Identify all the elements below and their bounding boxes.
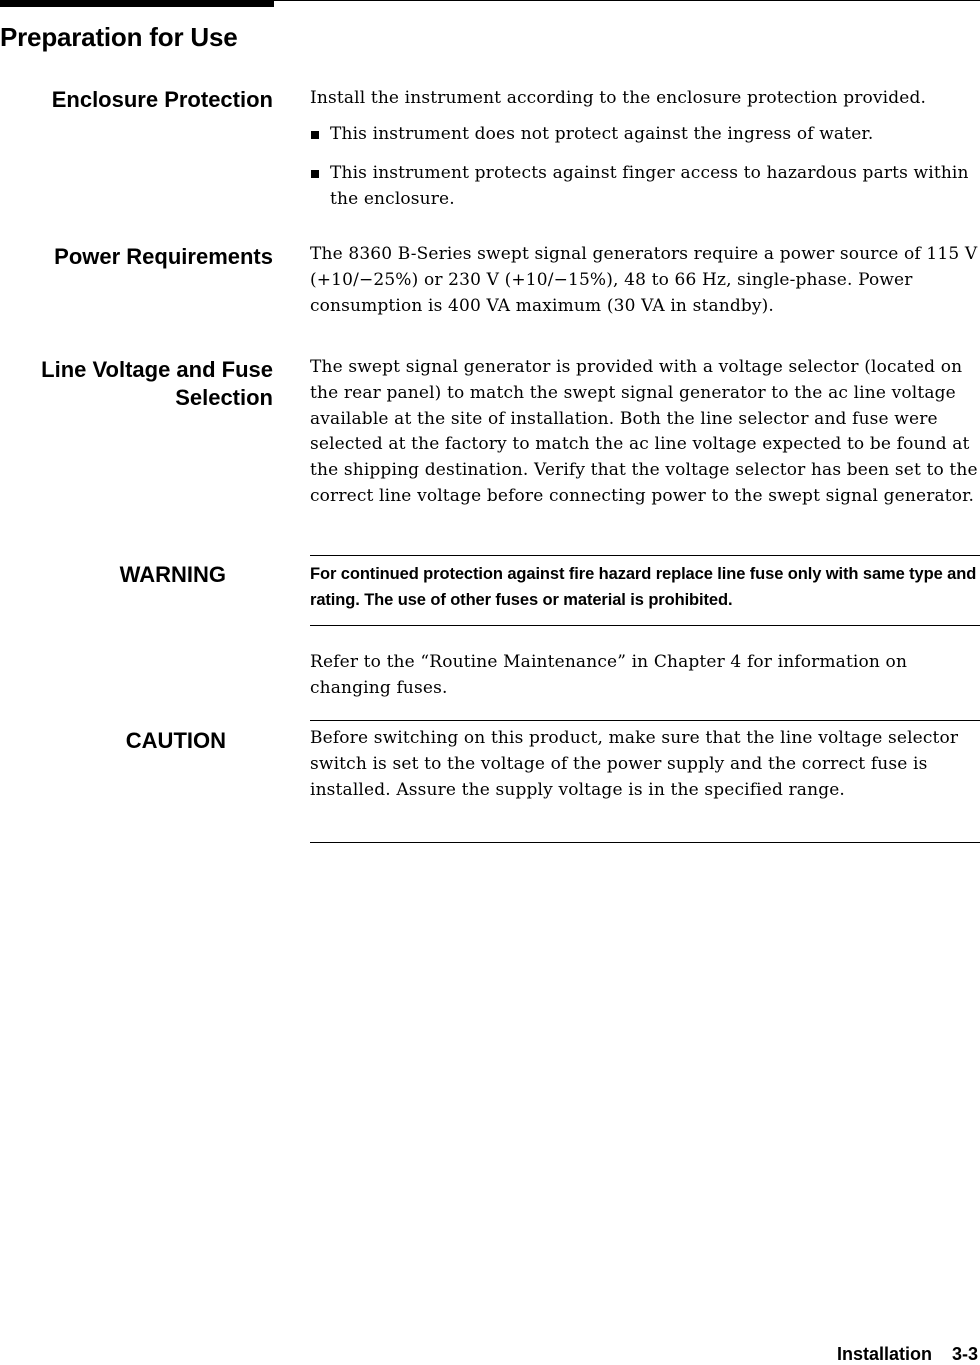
header-rule-thin bbox=[274, 0, 980, 1]
bullet-text: This instrument protects against finger access to hazardous parts within the enclosure. bbox=[330, 163, 969, 209]
refer-text: Refer to the “Routine Maintenance” in Chapter 4 for information on changing fuses. bbox=[310, 652, 908, 698]
power-requirements-heading: Power Requirements bbox=[54, 244, 273, 269]
line-voltage-heading bbox=[41, 356, 273, 412]
enclosure-protection-heading: Enclosure Protection bbox=[51, 87, 273, 112]
power-requirements-text: The 8360 B-Series swept signal generators require a power source of 115 V (+10/−25%) or 230 V (+10/−15%), 48 to 66 Hz, single-phase. Power consumption is 400 VA maximum (30 VA in standby). bbox=[310, 244, 978, 316]
warning-label: WARNING bbox=[119, 562, 226, 587]
caution-top-rule bbox=[310, 720, 980, 721]
footer-section-name: Installation bbox=[836, 1344, 932, 1364]
bullet-square-icon bbox=[311, 131, 319, 139]
warning-bottom-rule bbox=[310, 625, 980, 626]
caution-bottom-rule bbox=[310, 842, 980, 843]
line-voltage-heading-line2: Selection bbox=[175, 385, 273, 410]
caution-label: CAUTION bbox=[125, 728, 226, 753]
bullet-item bbox=[310, 161, 970, 213]
caution-text: Before switching on this product, make sure that the line voltage selector switch is set to the voltage of the power supply and the correct fuse is installed. Assure the supply voltage is in the specified range. bbox=[310, 728, 959, 800]
warning-top-rule bbox=[310, 555, 980, 556]
line-voltage-heading-line1: Line Voltage and Fuse bbox=[41, 357, 273, 382]
footer-page-number: 3-3 bbox=[951, 1344, 978, 1364]
warning-text: For continued protection against fire hazard replace line fuse only with same type and rating. The use of other fuses or material is prohibited. bbox=[310, 565, 977, 609]
bullet-item bbox=[310, 122, 970, 148]
bullet-text: This instrument does not protect against the ingress of water. bbox=[330, 124, 874, 144]
page-title: Preparation for Use bbox=[0, 22, 238, 52]
enclosure-intro: Install the instrument according to the enclosure protection provided. bbox=[310, 88, 927, 108]
header-rule-thick bbox=[0, 0, 274, 7]
bullet-square-icon bbox=[311, 170, 319, 178]
line-voltage-text: The swept signal generator is provided with a voltage selector (located on the rear panel) to match the swept signal generator to the ac line voltage available at the site of installation. Both the line selector and fuse were selected at the factory to match the ac line voltage expected to be found at the shipping destination. Verify that the voltage selector has been set to the correct line voltage before connecting power to the swept signal generator. bbox=[310, 357, 978, 506]
